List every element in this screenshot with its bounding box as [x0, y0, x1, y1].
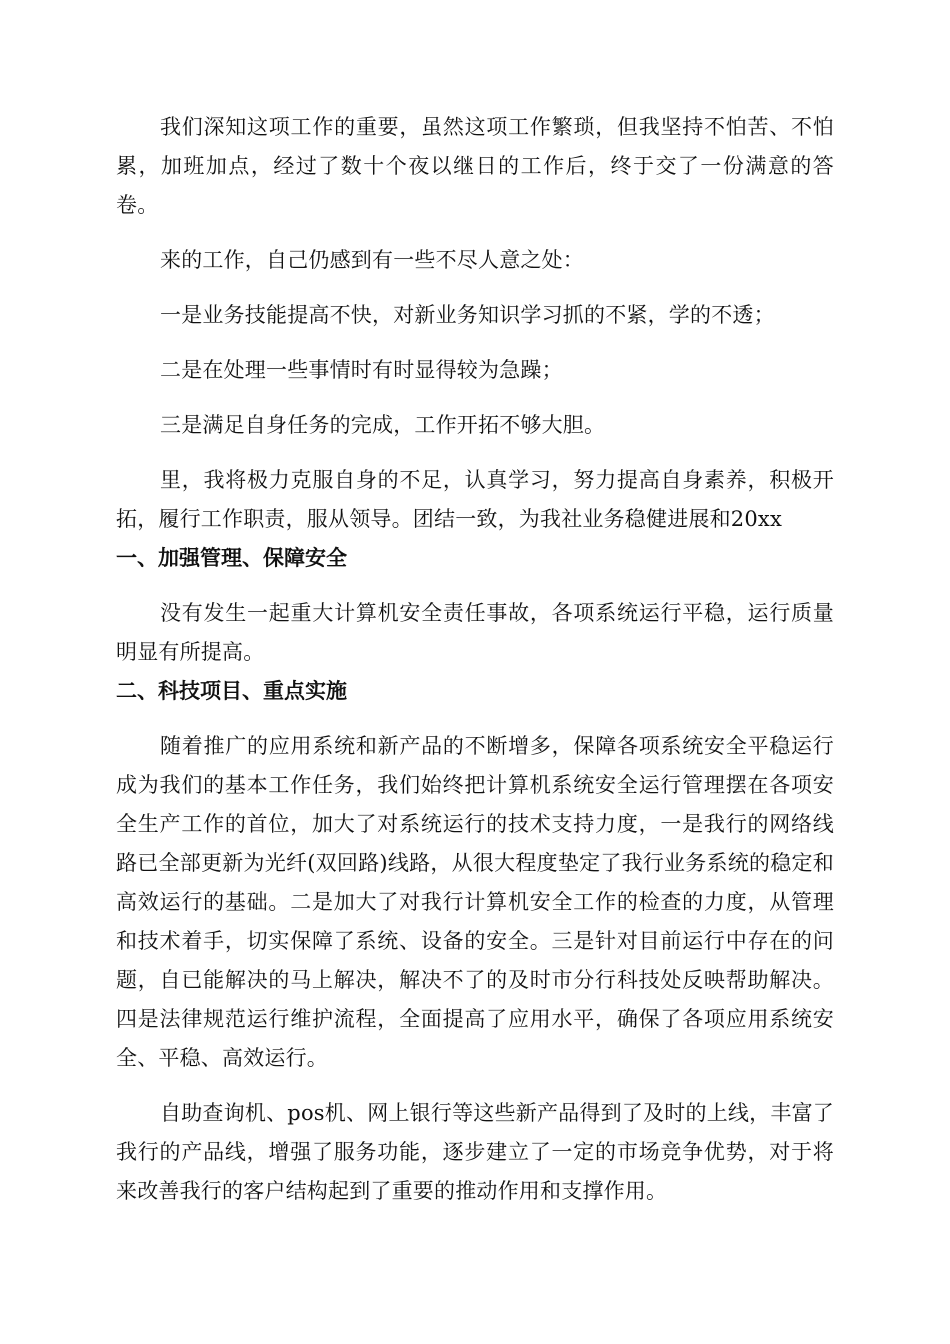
paragraph-6: 里，我将极力克服自身的不足，认真学习，努力提高自身素养，积极开拓，履行工作职责，服从领导。团结一致，为我社业务稳健进展和20xx	[116, 468, 834, 531]
paragraph-9: 自助查询机、pos机、网上银行等这些新产品得到了及时的上线，丰富了我行的产品线，增强了服务功能，逐步建立了一定的市场竞争优势，对于将来改善我行的客户结构起到了重要的推动作用和支撑作用。	[116, 1101, 834, 1203]
section-heading-2: 二、科技项目、重点实施	[116, 679, 347, 703]
paragraph-2: 来的工作，自己仍感到有一些不尽人意之处：	[160, 248, 584, 272]
paragraph-8: 随着推广的应用系统和新产品的不断增多，保障各项系统安全平稳运行成为我们的基本工作任务，我们始终把计算机系统安全运行管理摆在各项安全生产工作的首位，加大了对系统运行的技术支持力度，一是我行的网络线路已全部更新为光纤(双回路)线路，从很大程度垫定了我行业务系统的稳定和高效运行的基础。二是加大了对我行计算机安全工作的检查的力度，从管理和技术着手，切实保障了系统、设备的安全。三是针对目前运行中存在的问题，自已能解决的马上解决，解决不了的及时市分行科技处反映帮助解决。四是法律规范运行维护流程，全面提高了应用水平，确保了各项应用系统安全、平稳、高效运行。	[116, 734, 834, 1070]
section-heading-1: 一、加强管理、保障安全	[116, 546, 347, 570]
paragraph-3: 一是业务技能提高不快，对新业务知识学习抓的不紧，学的不透；	[160, 303, 775, 327]
paragraph-4: 二是在处理一些事情时有时显得较为急躁；	[160, 358, 563, 382]
paragraph-1: 我们深知这项工作的重要，虽然这项工作繁琐，但我坚持不怕苦、不怕累，加班加点，经过了数十个夜以继日的工作后，终于交了一份满意的答卷。	[116, 115, 834, 217]
paragraph-5: 三是满足自身任务的完成，工作开拓不够大胆。	[160, 413, 606, 437]
paragraph-7: 没有发生一起重大计算机安全责任事故，各项系统运行平稳，运行质量明显有所提高。	[116, 601, 834, 664]
